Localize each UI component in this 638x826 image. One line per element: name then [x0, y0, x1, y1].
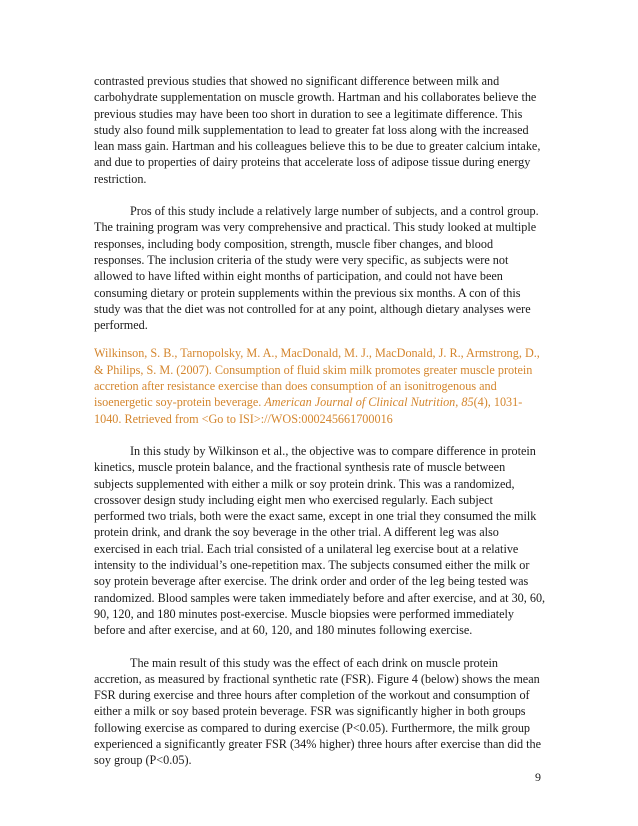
paragraph-main-result: The main result of this study was the effect of each drink on muscle protein accretion, as measured by fractional synthetic rate (FSR). Figure 4 (below) shows the mean FSR during exercise and three hours after completion of the workout and consumption of either a milk or soy based protein beverage. FSR was significantly higher in both groups following exercise as compared to during exercise (P<0.05). Furthermore, the milk group experienced a significantly greater FSR (34% higher) three hours after exercise than did the soy group (P<0.05).	[94, 655, 542, 768]
page-number: 9	[535, 770, 541, 784]
citation-authors-title: Wilkinson, S. B., Tarnopolsky, M. A., MacDonald, M. J., MacDonald, J. R., Armstrong, D., & Philips, S. M. (2007). Consumption of fluid skim milk promotes greater muscle protein accretion after resistance exercise than does consumption of an isonitrogenous and isoenergetic soy-protein beverage.	[94, 346, 540, 410]
paragraph-wilkinson-method: In this study by Wilkinson et al., the objective was to compare difference in protein kinetics, muscle protein balance, and the fractional synthesis rate of muscle between subjects supplemented with either a milk or soy protein drink. This was a randomized, crossover design study including eight men who exercised regularly. Each subject performed two trials, both were the exact same, except in one trial they consumed the milk protein drink, and drank the soy beverage in the other trial. A different leg was also exercised in each trial. Each trial consisted of a unilateral leg exercise bout at a relative intensity to the individual’s one-repetition max. The subjects consumed either the milk or soy protein beverage after exercise. The drink order and order of the leg being tested was randomized. Blood samples were taken immediately before and after exercise, and at 30, 60, 90, 120, and 180 minutes post-exercise. Muscle biopsies were performed immediately before and after exercise, and at 60, 120, and 180 minutes following exercise.	[94, 443, 546, 638]
body-text	[94, 73, 546, 769]
citation-wilkinson	[94, 345, 546, 426]
citation-journal: American Journal of Clinical Nutrition, 85	[264, 395, 474, 410]
citation-issue-pages: (4), 1031-1040. Retrieved from <Go to ISI>://WOS:000245661700016	[94, 395, 523, 426]
paragraph-pros-cons: Pros of this study include a relatively large number of subjects, and a control group. The training program was very comprehensive and practical. This study looked at multiple responses, including body composition, strength, muscle fiber changes, and blood responses. The inclusion criteria of the study were very specific, as subjects were not allowed to have lifted within eight months of participation, and could not have been consuming dietary or protein supplements within the previous six months. A con of this study was that the diet was not controlled for at any point, although dietary analyses were performed.	[94, 204, 539, 333]
paragraph-hartman-continuation: contrasted previous studies that showed no significant difference between milk and carbohydrate supplementation on muscle growth. Hartman and his collaborates believe the previous studies may have been too short in duration to see a legitimate difference. This study also found milk supplementation to lead to greater fat loss along with the increased lean mass gain. Hartman and his colleagues believe this to be due to greater calcium intake, and due to properties of dairy proteins that accelerate loss of adipose tissue during energy restriction.	[94, 74, 541, 186]
